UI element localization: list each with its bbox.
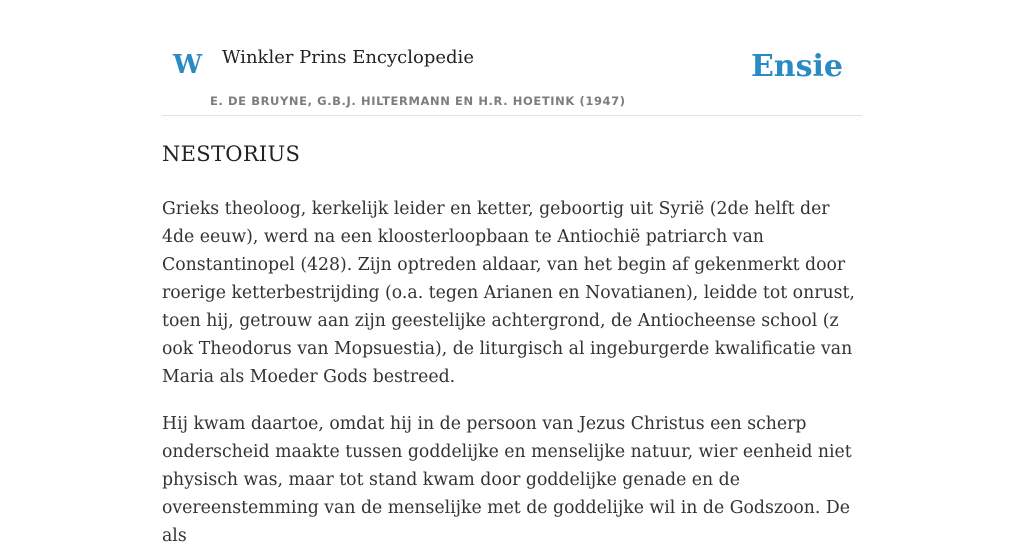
book-title[interactable]: Winkler Prins Encyclopedie bbox=[222, 47, 474, 68]
winkler-prins-logo[interactable]: W bbox=[173, 50, 203, 80]
book-authors: E. DE BRUYNE, G.B.J. HILTERMANN EN H.R. HOETINK (1947) bbox=[210, 94, 626, 108]
article bbox=[162, 138, 862, 550]
article-paragraph: Grieks theoloog, kerkelijk leider en ketter, geboortig uit Syrië (2de helft der 4de eeuw), werd na een kloosterloopbaan te Antiochië patriarch van Constantinopel (428). Zijn optreden aldaar, van het begin af gekenmerkt door roerige ketterbestrijding (o.a. tegen Arianen en Novatianen), leidde tot onrust, toen hij, getrouw aan zijn geestelijke achtergrond, de Antiocheense school (z ook Theodorus van Mopsuestia), de liturgisch al ingeburgerde kwalificatie van Maria als Moeder Gods bestreed. bbox=[162, 199, 855, 387]
article-paragraph: Hij kwam daartoe, omdat hij in de persoon van Jezus Christus een scherp onderscheid maakte tussen goddelijke en menselijke natuur, wier eenheid niet physisch was, maar tot stand kwam door goddelijke genade en de overeenstemming van de menselijke met de goddelijke wil in de Godszoon. De als bbox=[162, 414, 852, 546]
ensie-logo-link[interactable]: Ensie bbox=[750, 49, 843, 84]
article-title: NESTORIUS bbox=[162, 142, 301, 166]
site-header bbox=[162, 40, 862, 116]
